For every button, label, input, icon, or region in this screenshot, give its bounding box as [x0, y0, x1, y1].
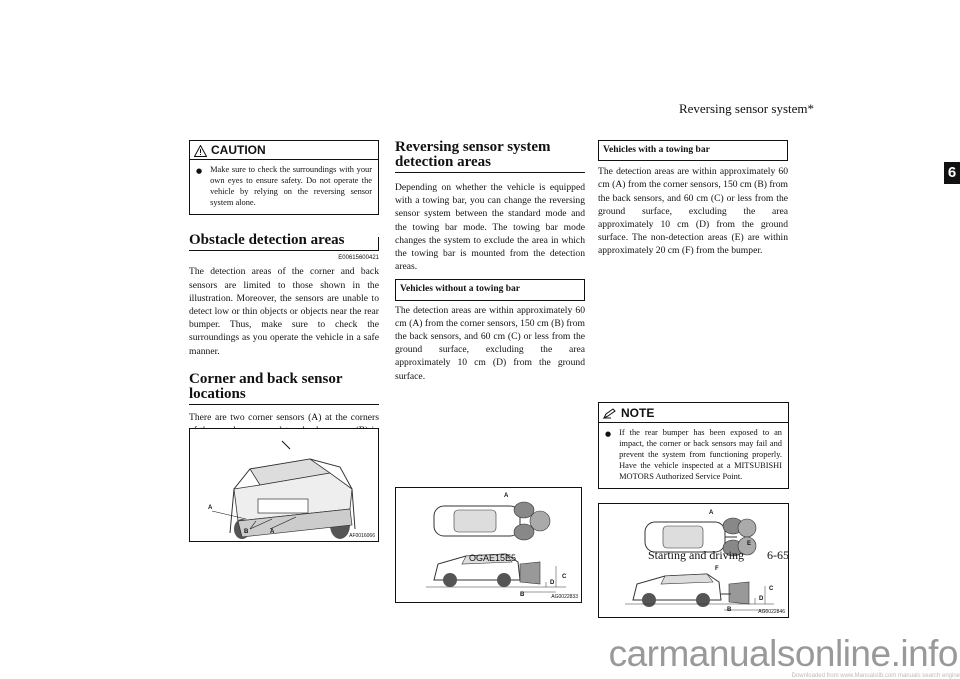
figure-code: AG0022833 [551, 594, 578, 600]
note-box [598, 402, 789, 489]
detection-text: Depending on whether the vehicle is equipped with a towing bar, you can change the reversing sensor system between the standard mode and the towing bar mode. The towing bar mode changes the system to exclude the area in which the towing bar is mounted from the detection areas. [395, 182, 585, 273]
footer-page-number: 6-65 [767, 548, 789, 562]
figure-label-a: A [504, 493, 509, 499]
figure-code: AF0016066 [349, 533, 375, 539]
figure-label-c: C [769, 586, 774, 592]
column-right [598, 140, 788, 258]
note-item [599, 423, 788, 488]
obstacle-code: E00615600421 [338, 255, 379, 262]
detection-heading-text: Reversing sensor system detection areas [395, 139, 551, 170]
footer-code: OGAE15E5 [469, 553, 517, 563]
column-middle [395, 140, 585, 383]
figure-label-d: D [759, 596, 764, 602]
footer-section: Starting and driving [648, 548, 744, 562]
corner-text: There are two corner sensors (A) at the corners [189, 411, 379, 423]
caution-header [190, 141, 378, 160]
with-towing-text: The detection areas are within approximately 60 cm (A) from the corner sensors, 150 cm (B) from the back sensors, and 60 cm (C) or less from the ground surface, excluding the area approximately 10 cm (D) from the ground surface. The non-detection areas (E) are within approximately 20 cm (F) from the bumper. [598, 166, 788, 257]
caution-item [190, 160, 378, 208]
figure-label-a: A [208, 505, 213, 511]
without-towing-text: The detection areas are within approximately 60 cm (A) from the corner sensors, 150 cm (B) from the back sensors, and 60 cm (C) or less from the ground surface, excluding the area approximately 10 cm (D) from the ground surface. [395, 304, 585, 382]
figure-label-b: B [727, 607, 732, 613]
detection-heading [395, 140, 585, 173]
watermark-text: carmanualsonline.info [608, 633, 958, 674]
page-header-title: Reversing sensor system* [678, 101, 814, 116]
bullet-icon: ● [605, 430, 612, 438]
figure-label-c: C [562, 574, 567, 580]
caution-text: Make sure to check the surroundings with your own eyes to ensure safety. Do not operate the vehicle by relying on the reversing sensor system alone. [210, 165, 372, 208]
note-pencil-icon [603, 408, 617, 419]
figure-label-b: B [520, 592, 525, 598]
obstacle-heading-text: Obstacle detection areas [189, 232, 345, 249]
corner-heading-text: Corner and back sensor locations [189, 370, 343, 402]
note-text: If the rear bumper has been exposed to an impact, the corner or back sensors may fail and prevent the system from functioning properly. Have the vehicle inspected at a MITSUBISHI MOTORS Authorized Service Point. [619, 428, 782, 481]
figure-label-b: B [244, 529, 249, 535]
with-towing-title: Vehicles with a towing bar [598, 140, 788, 161]
figure-label-f: F [715, 566, 719, 572]
column-left [189, 140, 379, 450]
caution-box [189, 140, 379, 215]
sensor-location-figure [189, 428, 379, 542]
bullet-icon: ● [196, 167, 203, 176]
figure-label-e: E [747, 541, 752, 547]
figure-label-d: D [550, 580, 555, 586]
without-towing-title: Vehicles without a towing bar [395, 279, 585, 300]
figure-label-a: A [709, 510, 714, 516]
note-header [599, 403, 788, 423]
obstacle-text: The detection areas of the corner and back sensors are limited to those shown in the illustration. Moreover, the sensors are unable to detect low or thin objects or objects near the rear bumper. Thus, make sure to check the surroundings as you operate the vehicle in a safe manner. [189, 266, 379, 357]
warning-triangle-icon [194, 145, 207, 157]
corner-heading [189, 372, 379, 405]
car-rear-illustration [190, 429, 378, 541]
chapter-tab: 6 [944, 162, 960, 184]
note-title: NOTE [621, 406, 655, 420]
without-towing-figure [395, 487, 582, 603]
figure-code: AG0022846 [758, 609, 785, 615]
caution-title: CAUTION [211, 143, 266, 157]
obstacle-heading [189, 233, 379, 251]
watermark-small: Downloaded from www.Manualslib.com manuals search engine [791, 673, 960, 679]
figure-label-a2: A [270, 529, 275, 535]
